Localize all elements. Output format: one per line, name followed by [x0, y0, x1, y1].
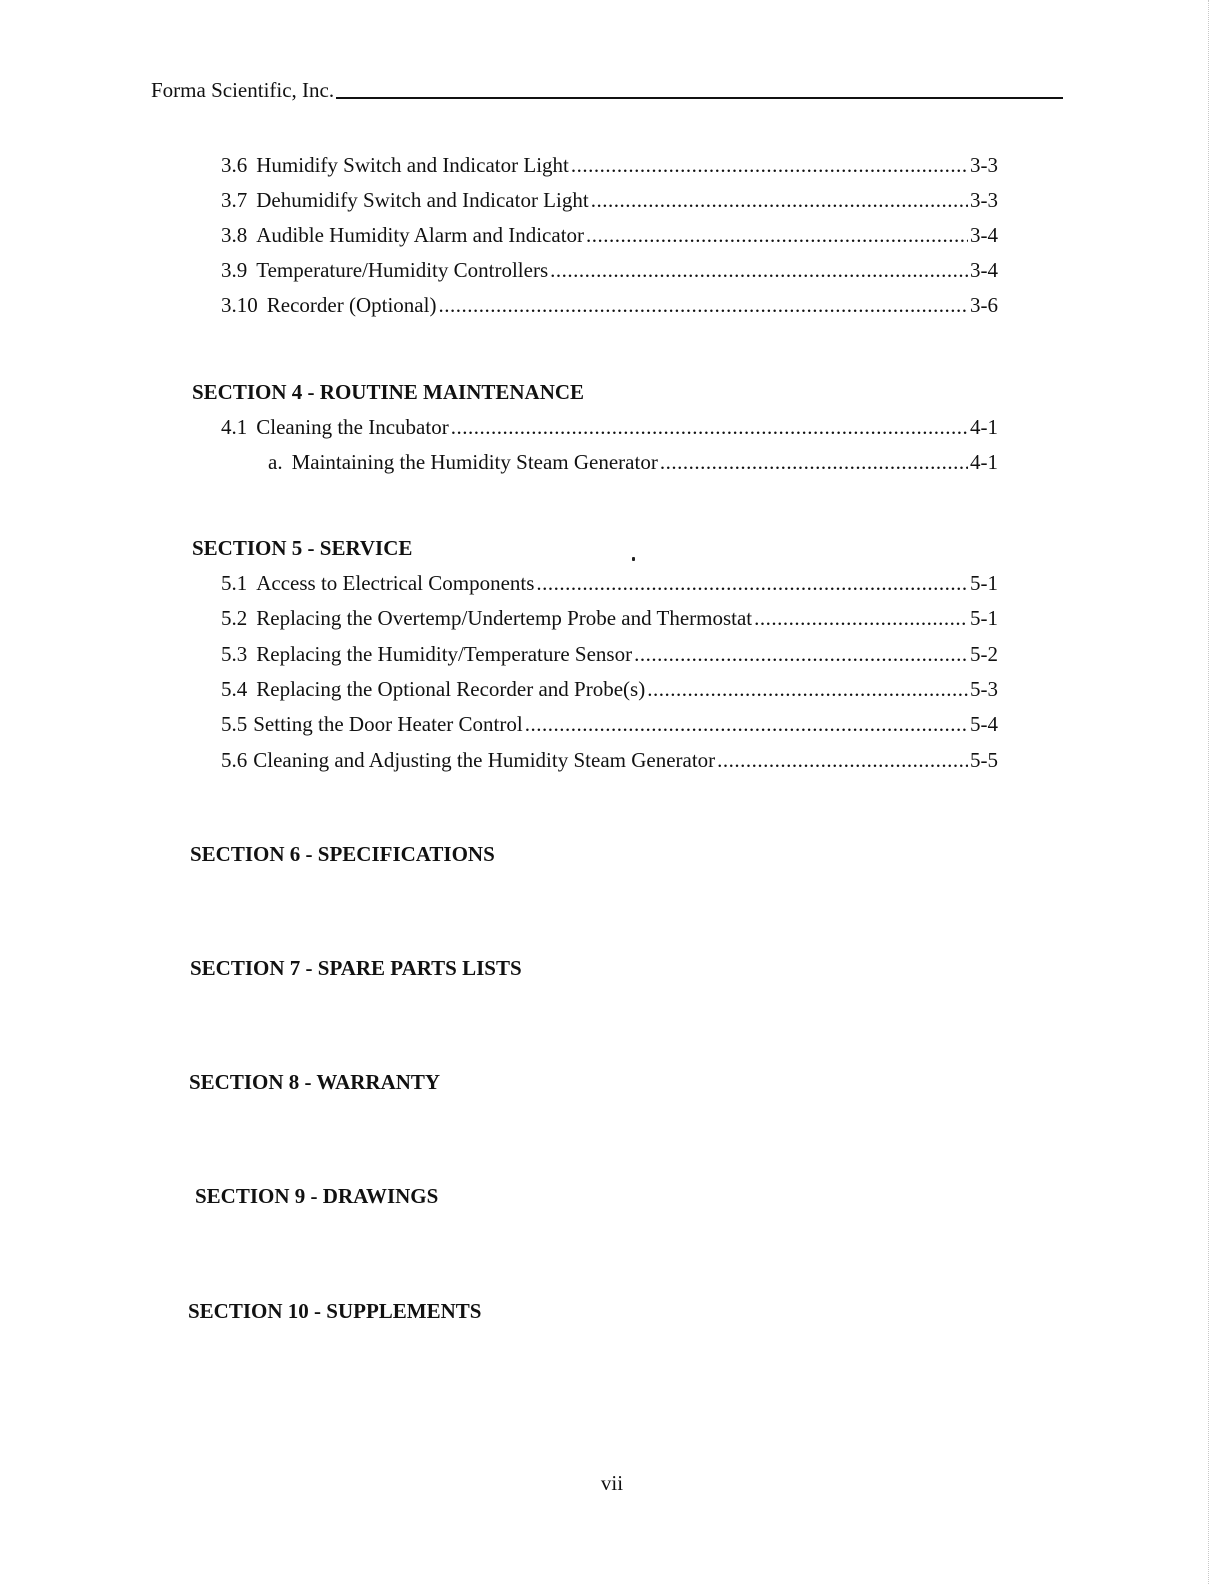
dot-leader — [634, 639, 968, 669]
toc-entry-title: Maintaining the Humidity Steam Generator — [291, 450, 658, 474]
toc-entry-title: Replacing the Optional Recorder and Probe(s) — [256, 677, 646, 701]
dot-leader — [451, 412, 968, 442]
toc-entry-number: 3.6 — [221, 153, 248, 177]
toc-entry-page: 3-6 — [970, 293, 998, 317]
toc-entry-title: Replacing the Overtemp/Undertemp Probe and Thermostat — [256, 606, 753, 630]
toc-entry-page: 5-2 — [970, 642, 998, 666]
toc-entry-number: 3.9 — [221, 258, 248, 282]
toc-entry — [221, 290, 998, 320]
dot-leader — [536, 568, 968, 598]
toc-entry-page: 3-4 — [970, 258, 998, 282]
toc-entry-title: Cleaning and Adjusting the Humidity Steam Generator — [253, 748, 716, 772]
toc-entry-number: 5.5 — [221, 712, 248, 736]
toc-entry-title: Cleaning the Incubator — [256, 415, 449, 439]
dot-leader — [586, 220, 968, 250]
toc-entry-number: 5.4 — [221, 677, 248, 701]
toc-entry — [221, 255, 998, 285]
toc-entry-page: 3-3 — [970, 188, 998, 212]
section-heading: SECTION 6 - SPECIFICATIONS — [190, 842, 495, 866]
toc-entry-page: 4-1 — [970, 450, 998, 474]
section-heading: SECTION 7 - SPARE PARTS LISTS — [190, 956, 522, 980]
toc-entry-number: a. — [268, 450, 283, 474]
toc-entry-number: 5.1 — [221, 571, 248, 595]
toc-entry — [221, 568, 998, 598]
toc-subentry — [268, 447, 998, 477]
toc-entry-page: 3-4 — [970, 223, 998, 247]
toc-entry-number: 4.1 — [221, 415, 248, 439]
dot-leader — [647, 674, 968, 704]
toc-entry-number: 3.7 — [221, 188, 248, 212]
dot-leader — [438, 290, 968, 320]
toc-entry-page: 5-1 — [970, 606, 998, 630]
toc-entry-number: 3.8 — [221, 223, 248, 247]
toc-entry-title: Humidify Switch and Indicator Light — [256, 153, 569, 177]
toc-entry-title: Dehumidify Switch and Indicator Light — [256, 188, 589, 212]
dot-leader — [754, 603, 968, 633]
section-heading: SECTION 8 - WARRANTY — [189, 1070, 441, 1094]
dot-leader — [525, 709, 968, 739]
toc-entry-page: 5-4 — [970, 712, 998, 736]
page-header — [151, 74, 1063, 102]
dot-leader — [717, 745, 968, 775]
toc-entry-title: Recorder (Optional) — [266, 293, 437, 317]
company-name: Forma Scientific, Inc. — [151, 78, 335, 102]
page-number: vii — [600, 1471, 624, 1495]
section-heading: SECTION 5 - SERVICE — [192, 536, 413, 560]
toc-entry — [221, 639, 998, 669]
section-heading: SECTION 9 - DRAWINGS — [195, 1184, 439, 1208]
toc-entry-title: Replacing the Humidity/Temperature Sensor — [256, 642, 633, 666]
dot-leader — [571, 150, 968, 180]
toc-entry — [221, 674, 998, 704]
dot-leader — [550, 255, 968, 285]
toc-entry-title: Audible Humidity Alarm and Indicator — [256, 223, 585, 247]
toc-entry-title: Setting the Door Heater Control — [253, 712, 523, 736]
toc-entry-page: 5-1 — [970, 571, 998, 595]
toc-entry — [221, 745, 998, 775]
section-heading: SECTION 4 - ROUTINE MAINTENANCE — [192, 380, 585, 404]
toc-entry-page: 4-1 — [970, 415, 998, 439]
toc-entry-number: 3.10 — [221, 293, 258, 317]
toc-entry-page: 5-3 — [970, 677, 998, 701]
header-rule — [336, 97, 1063, 99]
dot-leader — [660, 447, 968, 477]
toc-entry — [221, 220, 998, 250]
toc-entry-title: Access to Electrical Components — [256, 571, 535, 595]
toc-entry-number: 5.6 — [221, 748, 248, 772]
scan-speck — [632, 557, 635, 561]
dot-leader — [591, 185, 968, 215]
toc-entry — [221, 150, 998, 180]
toc-entry — [221, 709, 998, 739]
scan-edge — [1208, 0, 1210, 1584]
toc-entry-number: 5.3 — [221, 642, 248, 666]
toc-entry-page: 5-5 — [970, 748, 998, 772]
toc-entry — [221, 185, 998, 215]
toc-entry-page: 3-3 — [970, 153, 998, 177]
toc-entry-number: 5.2 — [221, 606, 248, 630]
toc-entry — [221, 412, 998, 442]
toc-entry-title: Temperature/Humidity Controllers — [256, 258, 549, 282]
toc-entry — [221, 603, 998, 633]
section-heading: SECTION 10 - SUPPLEMENTS — [188, 1299, 482, 1323]
